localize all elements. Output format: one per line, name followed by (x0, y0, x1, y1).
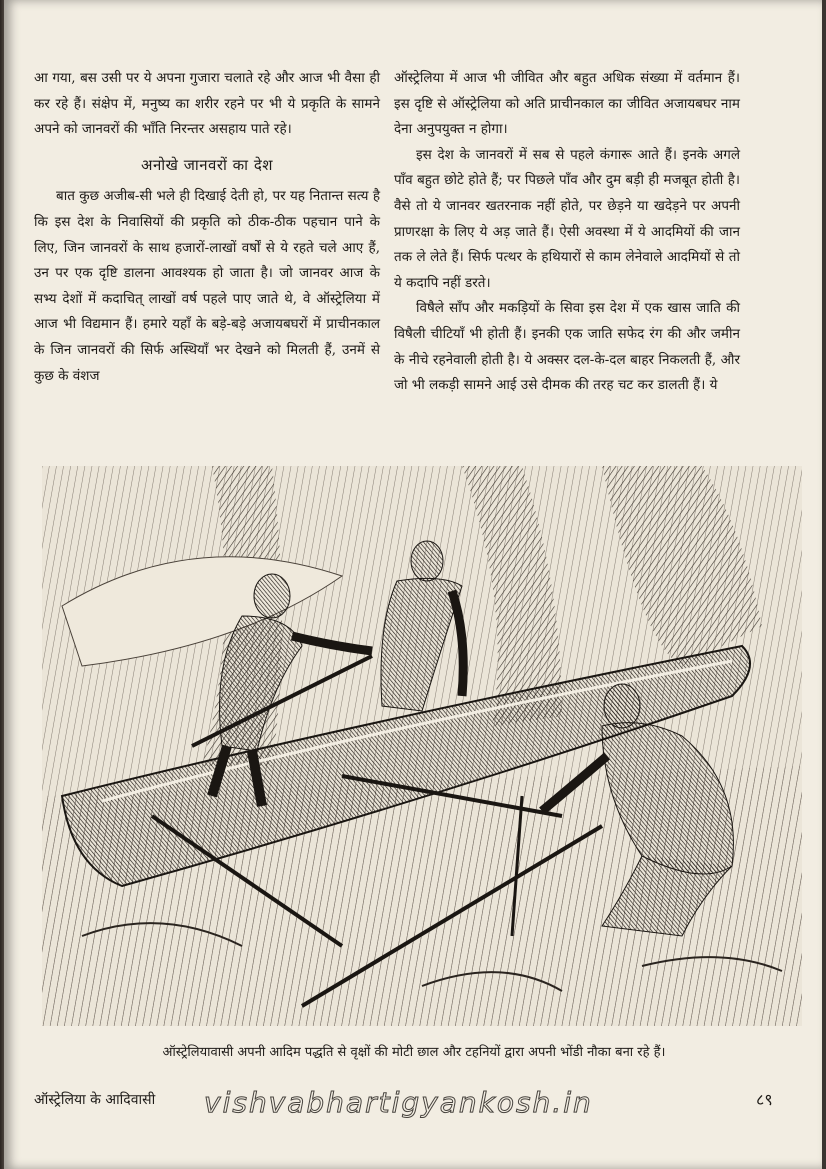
website-watermark: vishvabhartigyankosh.in (204, 1086, 593, 1119)
book-page (4, 0, 822, 1169)
running-title: ऑस्ट्रेलिया के आदिवासी (34, 1092, 156, 1108)
figure-caption: ऑस्ट्रेलियावासी अपनी आदिम पद्धति से वृक्षों की मोटी छाल और टहनियों द्वारा अपनी भोंडी नौका बना रहे हैं। (162, 1045, 666, 1060)
right-paragraph-3: विषैले साँप और मकड़ियों के सिवा इस देश में एक खास जाति की विषैली चीटियाँ भी होती हैं। इनकी एक जाति सफेद रंग की और जमीन के नीचे रहनेवाली होती है। ये अक्सर दल-के-दल बाहर निकलती हैं, और जो भी लकड़ी सामने आई उसे दीमक की तरह चट कर डालती हैं। ये (394, 300, 740, 394)
canoe-building-illustration (42, 466, 802, 1026)
right-paragraph-2: इस देश के जानवरों में सब से पहले कंगारू आते हैं। इनके अगले पाँव बहुत छोटे होते हैं; पर पिछले पाँव और दुम बड़ी ही मजबूत होती है। वैसे तो ये जानवर खतरनाक नहीं होते, पर छेड़ने या खदेड़ने पर अपनी प्राणरक्षा के लिए ये अड़ जाते हैं। ऐसी अवस्था में ये आदमियों की जान तक ले लेते हैं। सिर्फ पत्थर के हथियारों से काम लेनेवाले आदमियों से तो ये कदापि नहीं डरते। (394, 146, 740, 291)
left-paragraph-1: आ गया, बस उसी पर ये अपना गुजारा चलाते रहे और आज भी वैसा ही कर रहे हैं। संक्षेप में, मनुष्य का शरीर रहने पर भी ये प्रकृति के सामने अपने को जानवरों की भाँति निरन्तर असहाय पाते रहे। (34, 70, 380, 138)
section-heading: अनोखे जानवरों का देश (140, 155, 273, 174)
left-text-column (34, 66, 380, 389)
right-paragraph-1: ऑस्ट्रेलिया में आज भी जीवित और बहुत अधिक संख्या में वर्तमान हैं। इस दृष्टि से ऑस्ट्रेलिया को अति प्राचीनकाल का जीवित अजायबघर नाम देना अनुपयुक्त न होगा। (394, 70, 740, 138)
engraving-illustration (42, 466, 802, 1026)
left-paragraph-2: बात कुछ अजीब-सी भले ही दिखाई देती हो, पर यह नितान्त सत्य है कि इस देश के निवासियों की प्रकृति को ठीक-ठीक पहचान पाने के लिए, जिन जानवरों के साथ हजारों-लाखों वर्षों से ये रहते चले आए हैं, उन पर एक दृष्टि डालना आवश्यक हो जाता है। जो जानवर आज के सभ्य देशों में कदाचित् लाखों वर्ष पहले पाए जाते थे, वे ऑस्ट्रेलिया में आज भी विद्यमान हैं। हमारे यहाँ के बड़े-बड़े अजायबघरों में प्राचीनकाल के जिन जानवरों की सिर्फ अस्थियाँ भर देखने को मिलती हैं, उनमें से कुछ के वंशज (34, 188, 380, 384)
right-text-column (394, 66, 740, 399)
page-number: ८९ (756, 1090, 773, 1109)
